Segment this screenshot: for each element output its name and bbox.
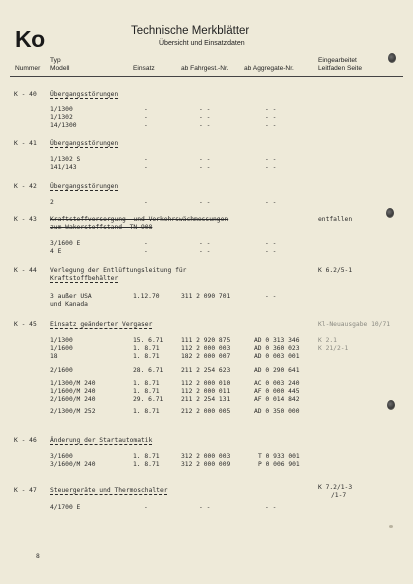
section-number: K - 44 [14,267,37,274]
row-fahrgestell: - - [199,248,211,255]
row-einsatz: 1. 8.71 [133,408,160,415]
row-aggregate: P 0 006 901 [258,461,300,468]
section-number: K - 47 [14,487,37,494]
row-einsatz: 1. 8.71 [133,380,160,387]
row-fahrgestell: 211 2 254 131 [181,396,231,403]
row-aggregate: AD 0 290 641 [254,367,300,374]
section-number: K - 40 [14,91,37,98]
row-einsatz: 1.12.70 [133,293,160,300]
section-title: Übergangsstörungen [50,140,119,147]
row-leitfaden: K 21/2-1 [318,345,349,352]
section-title: Einsatz geänderter Vergaser [50,321,153,328]
row-modell: und Kanada [50,301,88,308]
section-leitfaden: K 6.2/5-1 [318,267,353,274]
row-fahrgestell: 311 2 090 701 [181,293,231,300]
section-title: Übergangsstörungen [50,91,119,98]
page-subtitle: Übersicht und Einsatzdaten [159,40,245,47]
row-modell: 3 außer USA [50,293,92,300]
row-einsatz: 1. 8.71 [133,461,160,468]
row-modell: 1/1302 S [50,156,81,163]
row-fahrgestell: 212 2 000 005 [181,408,231,415]
row-aggregate: - - [265,156,277,163]
row-modell: 1/1300/M 240 [50,380,96,387]
row-aggregate: AD 0 313 346 [254,337,300,344]
row-einsatz: - [144,156,148,163]
row-aggregate: AD 0 350 000 [254,408,300,415]
row-aggregate: AD 0 003 001 [254,353,300,360]
section-leitfaden-line-1: K 7.2/1-3 [318,484,353,491]
row-modell: 1/1300 [50,106,73,113]
row-aggregate: - - [265,293,277,300]
row-modell: 1/1600 [50,345,73,352]
row-fahrgestell: 182 2 000 007 [181,353,231,360]
row-fahrgestell: 111 2 920 875 [181,337,231,344]
paper-mark [389,525,393,528]
row-einsatz: 1. 8.71 [133,453,160,460]
header-typ: Typ [50,57,61,64]
row-einsatz: 28. 6.71 [133,367,164,374]
row-einsatz: - [144,504,148,511]
row-leitfaden: K 2.1 [318,337,337,344]
section-number: K - 41 [14,140,37,147]
punch-hole-top [388,53,396,63]
page-title: Technische Merkblätter [131,25,250,37]
row-modell: 3/1600 [50,453,73,460]
header-nummer: Nummer [15,65,41,72]
row-einsatz: - [144,106,148,113]
row-aggregate: - - [265,240,277,247]
section-number: K - 43 [14,216,37,223]
page-number: 8 [36,553,40,560]
row-modell: 18 [50,353,58,360]
section-title: Übergangsstörungen [50,183,119,190]
header-einsatz: Einsatz [133,65,155,72]
row-aggregate: - - [265,122,277,129]
row-fahrgestell: 112 2 000 010 [181,380,231,387]
row-fahrgestell: - - [199,114,211,121]
row-aggregate: - - [265,114,277,121]
register-code: Ko [15,26,45,52]
row-fahrgestell: - - [199,504,211,511]
row-modell: 2/1300/M 252 [50,408,96,415]
row-aggregate: - - [265,504,277,511]
row-modell: 3/1600/M 240 [50,461,96,468]
row-fahrgestell: - - [199,199,211,206]
row-aggregate: AC 0 003 240 [254,380,300,387]
punch-hole-bottom [387,400,395,410]
section-remark: entfallen [318,216,353,223]
header-fahrgestell: ab Fahrgest.-Nr. [181,65,229,72]
row-modell: 4 E [50,248,62,255]
row-aggregate: - - [265,248,277,255]
row-modell: 2 [50,199,54,206]
row-modell: 141/143 [50,164,77,171]
row-fahrgestell: 211 2 254 623 [181,367,231,374]
row-einsatz: - [144,114,148,121]
row-aggregate: T 0 933 001 [258,453,300,460]
row-aggregate: AF 0 000 445 [254,388,300,395]
row-fahrgestell: 112 2 000 003 [181,345,231,352]
row-aggregate: AD 0 360 023 [254,345,300,352]
row-aggregate: - - [265,199,277,206]
section-title: Änderung der Startautomatik [50,437,153,444]
section-title: Steuergeräte und Thermoschalter [50,487,168,494]
row-aggregate: AF 0 014 842 [254,396,300,403]
row-fahrgestell: - - [199,156,211,163]
row-fahrgestell: 312 2 000 003 [181,453,231,460]
row-einsatz: - [144,248,148,255]
row-fahrgestell: - - [199,240,211,247]
section-title-line-2: zum Wakerstoffstand TN 908 [50,224,153,231]
row-fahrgestell: - - [199,164,211,171]
row-einsatz: - [144,164,148,171]
row-modell: 14/1300 [50,122,77,129]
header-modell: Modell [50,65,70,72]
row-einsatz: 1. 8.71 [133,388,160,395]
header-leitfaden: Leitfaden Seite [318,65,362,72]
section-number: K - 45 [14,321,37,328]
row-einsatz: - [144,240,148,247]
section-title-line-2: Kraftstoffbehälter [50,275,119,282]
row-modell: 3/1600 E [50,240,81,247]
row-einsatz: - [144,122,148,129]
row-modell: 1/1600/M 240 [50,388,96,395]
section-leitfaden-line-2: /1-7 [331,492,347,499]
row-modell: 1/1302 [50,114,73,121]
row-fahrgestell: - - [199,106,211,113]
row-aggregate: - - [265,106,277,113]
section-number: K - 46 [14,437,37,444]
section-remark: Kl-Neuausgabe 10/71 [318,321,391,328]
header-eingearbeitet: Eingearbeitet [318,57,357,64]
row-modell: 2/1600/M 240 [50,396,96,403]
section-title-line-1: Kraftstoffversorgung- und Verkehrswächmessungen [50,216,229,223]
header-rule [10,76,403,77]
row-modell: 1/1300 [50,337,73,344]
row-modell: 2/1600 [50,367,73,374]
section-title-line-1: Verlegung der Entlüftungsleitung für [50,267,187,274]
row-fahrgestell: - - [199,122,211,129]
row-einsatz: 1. 8.71 [133,345,160,352]
row-einsatz: 15. 6.71 [133,337,164,344]
header-aggregate: ab Aggregate-Nr. [244,65,294,72]
row-modell: 4/1700 E [50,504,81,511]
row-einsatz: - [144,199,148,206]
section-number: K - 42 [14,183,37,190]
punch-hole-middle [386,208,394,218]
row-einsatz: 29. 6.71 [133,396,164,403]
row-einsatz: 1. 8.71 [133,353,160,360]
row-aggregate: - - [265,164,277,171]
row-fahrgestell: 312 2 000 009 [181,461,231,468]
row-fahrgestell: 112 2 000 011 [181,388,231,395]
